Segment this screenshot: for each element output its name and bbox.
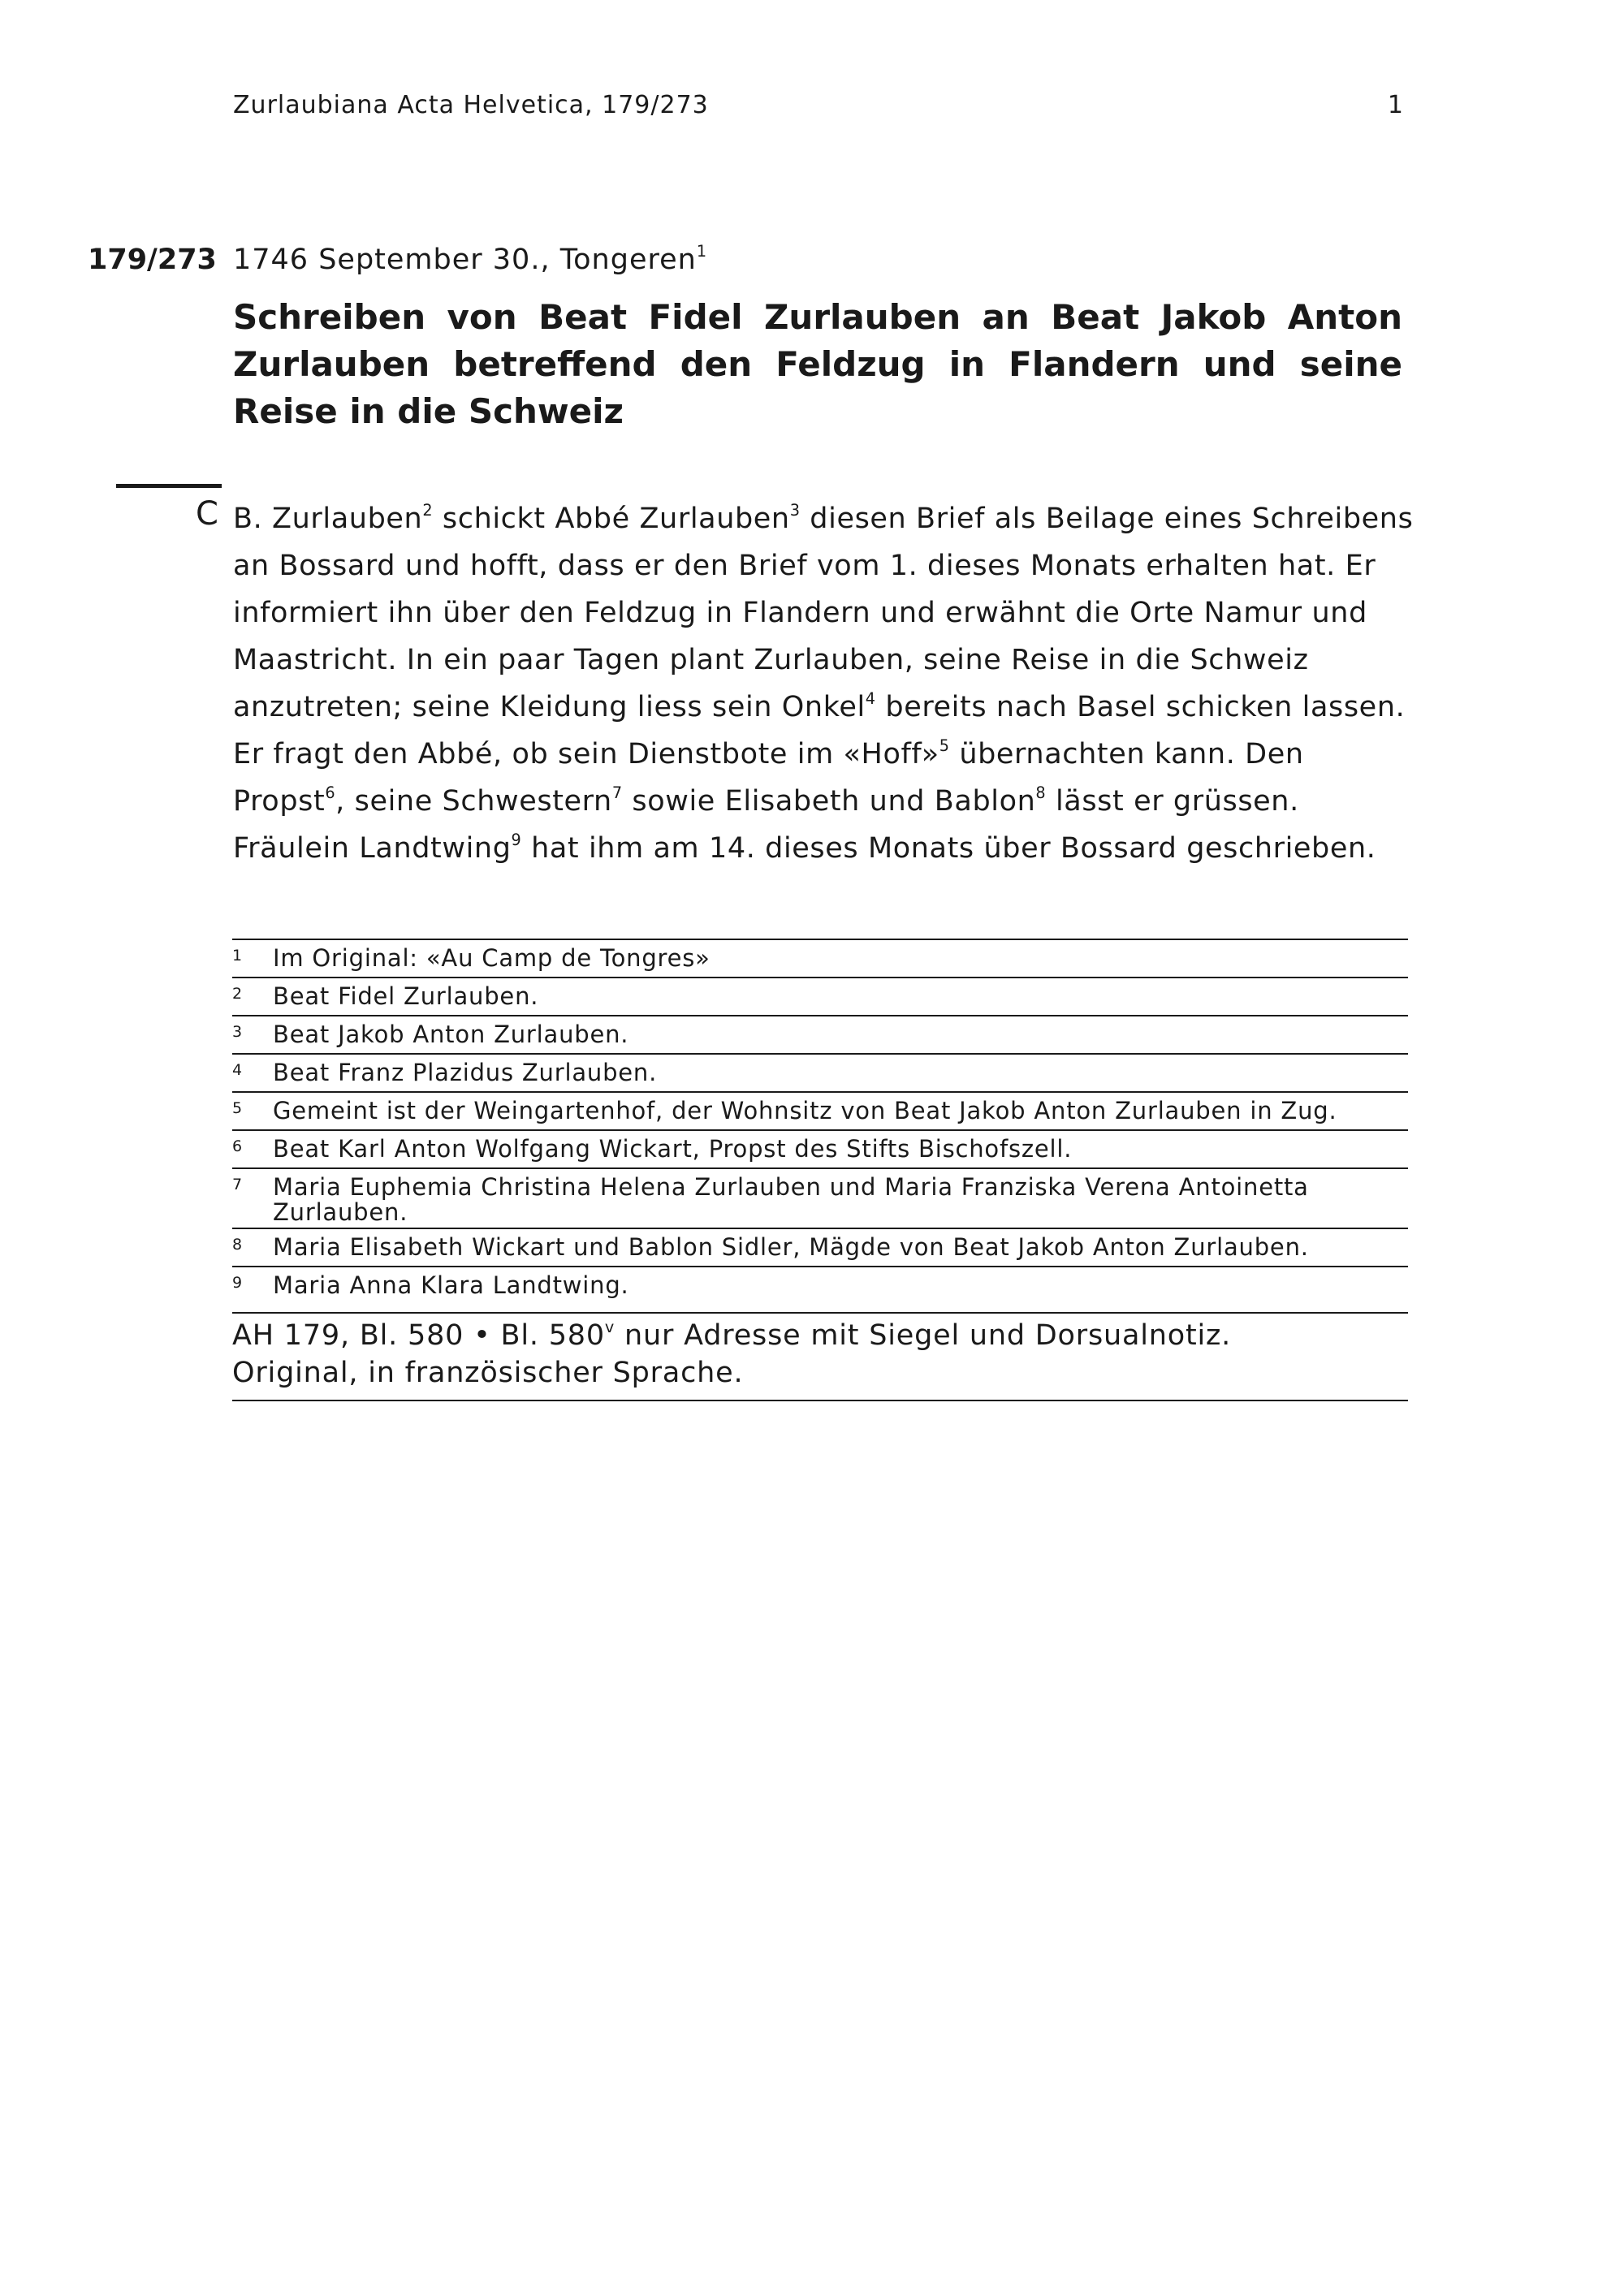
page-number: 1 (1387, 91, 1403, 119)
footnote-ref-5: 5 (939, 736, 950, 756)
footnote-text: Maria Euphemia Christina Helena Zurlauben und Maria Franziska Verena Antoinetta Zurlauben. (273, 1173, 1309, 1226)
summary-text-4: bereits nach Basel schicken lassen. Er fragt den Abbé, ob sein Dienstbote im «Hoff» (233, 691, 1406, 770)
footnote-number: 3 (232, 1023, 243, 1041)
footnote-text: Beat Fidel Zurlauben. (273, 982, 539, 1010)
footnote-number: 1 (232, 947, 243, 965)
footnote-8 (232, 1228, 1408, 1266)
source-line-2: Original, in französischer Sprache. (232, 1357, 744, 1389)
source-shelfmark: AH 179, Bl. 580 • Bl. 580 (232, 1319, 605, 1352)
footnote-ref-9: 9 (511, 831, 522, 850)
footnote-1 (232, 939, 1408, 977)
footnote-4 (232, 1053, 1408, 1091)
source-description: nur Adresse mit Siegel und Dorsualnotiz. (615, 1319, 1232, 1352)
footnote-text: Beat Karl Anton Wolfgang Wickart, Propst des Stifts Bischofszell. (273, 1135, 1073, 1163)
footnote-2 (232, 977, 1408, 1015)
footnote-number: 6 (232, 1137, 243, 1155)
section-divider (116, 484, 222, 488)
footnote-text: Im Original: «Au Camp de Tongres» (273, 944, 710, 972)
footnote-ref-1: 1 (696, 242, 708, 261)
footnote-number: 5 (232, 1099, 243, 1117)
date-place-text: 1746 September 30., Tongeren (233, 244, 697, 276)
summary-text-5: übernachten kann. Den Propst (233, 738, 1304, 818)
footnote-number: 7 (232, 1176, 243, 1193)
verso-mark: v (604, 1318, 615, 1337)
footnote-text: Gemeint ist der Weingartenhof, der Wohnsitz von Beat Jakob Anton Zurlauben in Zug. (273, 1097, 1337, 1124)
footnote-3 (232, 1015, 1408, 1053)
summary-text-1: B. Zurlauben (233, 503, 423, 535)
summary-text-9: hat ihm am 14. dieses Monats über Bossard geschrieben. (521, 832, 1376, 865)
document-date-place (233, 244, 707, 276)
source-line-1 (232, 1317, 1408, 1354)
series-title: Zurlaubiana Acta Helvetica, 179/273 (233, 91, 709, 119)
footnote-7 (232, 1167, 1408, 1228)
footnote-text: Beat Franz Plazidus Zurlauben. (273, 1059, 658, 1086)
summary-text-2: schickt Abbé Zurlauben (433, 503, 790, 535)
footnote-ref-2: 2 (422, 501, 434, 520)
footnote-ref-8: 8 (1035, 783, 1047, 803)
footnote-text: Maria Anna Klara Landtwing. (273, 1271, 629, 1299)
footnote-ref-7: 7 (611, 783, 623, 803)
summary-text-8: lässt er grüssen. Fräulein Landtwing (233, 785, 1299, 865)
footnote-number: 4 (232, 1061, 243, 1079)
footnote-ref-6: 6 (325, 783, 336, 803)
footnote-5 (232, 1091, 1408, 1129)
document-number: 179/273 (88, 244, 217, 276)
footnote-ref-3: 3 (789, 501, 801, 520)
summary-paragraph (233, 495, 1419, 872)
footnote-text: Maria Elisabeth Wickart und Bablon Sidler, Mägde von Beat Jakob Anton Zurlauben. (273, 1233, 1309, 1261)
footnote-number: 8 (232, 1236, 243, 1254)
footnote-number: 9 (232, 1274, 243, 1292)
footnote-text: Beat Jakob Anton Zurlauben. (273, 1021, 629, 1048)
summary-text-6: , seine Schwestern (335, 785, 612, 818)
footnote-number: 2 (232, 985, 243, 1003)
footnotes-section (232, 939, 1408, 1401)
classification-letter: C (196, 495, 218, 533)
summary-text-3: diesen Brief als Beilage eines Schreibens an Bossard und hofft, dass er den Brief vom 1. dieses Monats erhalten hat. Er informiert ihn über den Feldzug in Flandern und erwähnt die Orte Namur und Maastricht. In ein paar Tagen plant Zurlauben, seine Reise in die Schweiz anzutreten; seine Kleidung liess sein Onkel (233, 503, 1414, 723)
footnote-9 (232, 1266, 1408, 1304)
footnote-6 (232, 1129, 1408, 1167)
source-note (232, 1312, 1408, 1401)
document-title: Schreiben von Beat Fidel Zurlauben an Beat Jakob Anton Zurlauben betreffend den Feldzug in Flandern und seine Reise in die Schweiz (233, 297, 1402, 431)
footnote-ref-4: 4 (865, 689, 876, 709)
summary-text-7: sowie Elisabeth und Bablon (622, 785, 1036, 818)
